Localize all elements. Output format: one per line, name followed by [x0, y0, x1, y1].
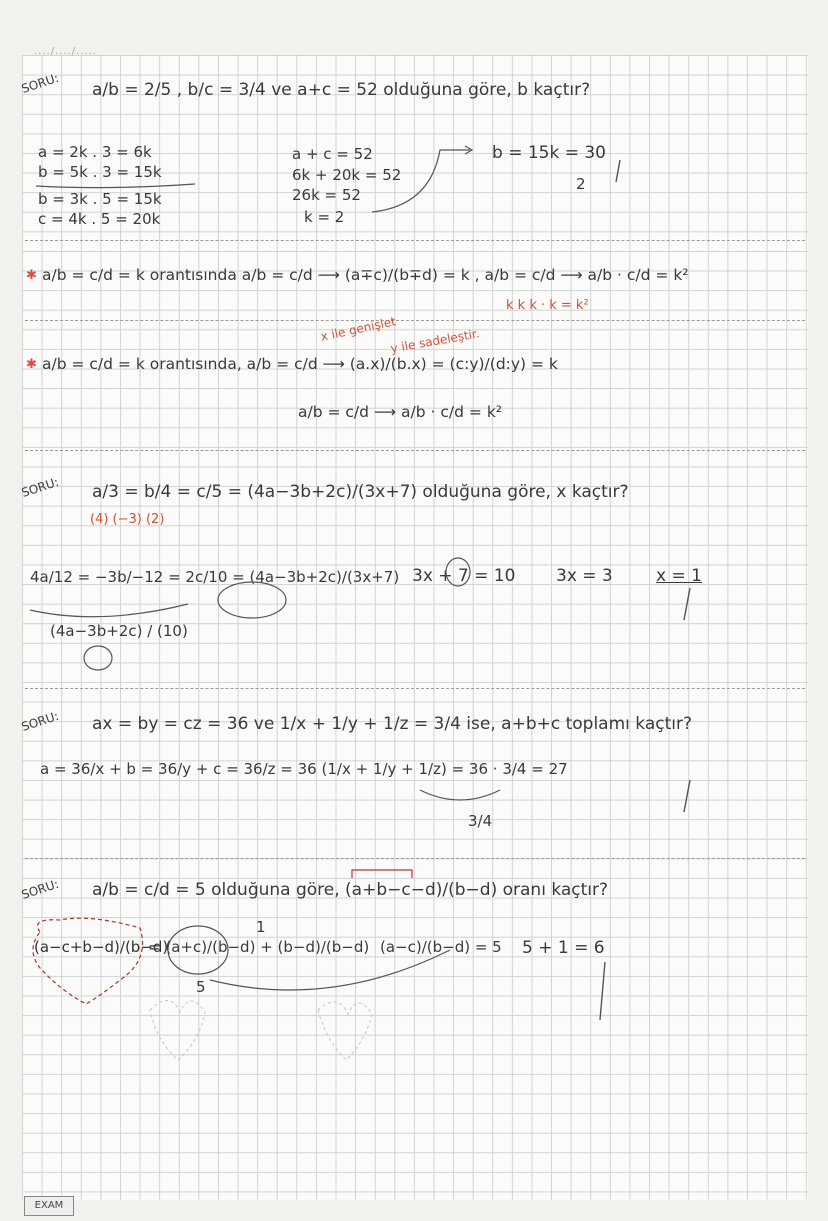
q1-step: 26k = 52	[292, 186, 361, 204]
q4-heart-text: (a−c+b−d)/(b−d)	[34, 938, 169, 956]
q2-prompt: a/3 = b/4 = c/5 = (4a−3b+2c)/(3x+7) olduğuna göre, x kaçtır?	[92, 482, 629, 502]
q1-result-sub: 2	[576, 175, 586, 193]
logo: EXAM	[24, 1196, 74, 1216]
q2-solve: 3x + 7 = 10	[412, 566, 516, 586]
soru-label: SORU:	[19, 708, 61, 734]
rule2-text2: a/b = c/d ⟶ a/b · c/d = k²	[298, 403, 503, 421]
rule2-note-y: y ile sadeleştir.	[389, 326, 481, 356]
star-icon: ✱	[26, 357, 37, 372]
q4-side: (a−c)/(b−d) = 5	[380, 938, 502, 956]
q4-answer: 5 + 1 = 6	[522, 938, 605, 958]
q4-note-five: 5	[196, 978, 206, 996]
q2-answer: x = 1	[656, 566, 702, 586]
q4-note-one: 1	[256, 918, 266, 936]
q2-work: 4a/12 = −3b/−12 = 2c/10 = (4a−3b+2c)/(3x+7)	[30, 568, 400, 586]
star-icon: ✱	[26, 268, 37, 283]
rule2-text: a/b = c/d = k orantısında, a/b = c/d ⟶ (a.x)/(b.x) = (c:y)/(d:y) = k	[42, 355, 558, 373]
q1-prompt: a/b = 2/5 , b/c = 3/4 ve a+c = 52 olduğuna göre, b kaçtır?	[92, 80, 591, 100]
q1-line: c = 4k . 5 = 20k	[38, 210, 161, 228]
q1-line: a = 2k . 3 = 6k	[38, 143, 152, 161]
rule1-text: a/b = c/d = k orantısında a/b = c/d ⟶ (a∓c)/(b∓d) = k , a/b = c/d ⟶ a/b · c/d = k²	[42, 266, 689, 284]
soru-label: SORU:	[19, 876, 61, 902]
q1-line: b = 5k . 3 = 15k	[38, 163, 162, 181]
q1-step: a + c = 52	[292, 145, 373, 163]
q3-prompt: ax = by = cz = 36 ve 1/x + 1/y + 1/z = 3/4 ise, a+b+c toplamı kaçtır?	[92, 714, 692, 734]
soru-label: SORU:	[19, 474, 61, 500]
q2-multipliers: (4) (−3) (2)	[90, 512, 165, 527]
q1-line: b = 3k . 5 = 15k	[38, 190, 162, 208]
q4-work: = (a+c)/(b−d) + (b−d)/(b−d)	[148, 938, 370, 956]
q1-result: b = 15k = 30	[492, 143, 607, 163]
q1-step: k = 2	[304, 208, 345, 226]
q2-solve: 3x = 3	[556, 566, 613, 586]
q2-work-sub: (4a−3b+2c) / (10)	[50, 622, 188, 640]
q1-step: 6k + 20k = 52	[292, 166, 402, 184]
q3-brace-value: 3/4	[468, 812, 493, 830]
q4-prompt: a/b = c/d = 5 olduğuna göre, (a+b−c−d)/(b−d) oranı kaçtır?	[92, 880, 609, 900]
soru-label: SORU:	[19, 70, 61, 96]
rule2-note-x: x ile genişlet	[319, 314, 398, 344]
rule1-under: k k k · k = k²	[506, 298, 589, 313]
q3-work: a = 36/x + b = 36/y + c = 36/z = 36 (1/x + 1/y + 1/z) = 36 · 3/4 = 27	[40, 760, 568, 778]
date-placeholder: ..../..../.....	[34, 46, 98, 57]
